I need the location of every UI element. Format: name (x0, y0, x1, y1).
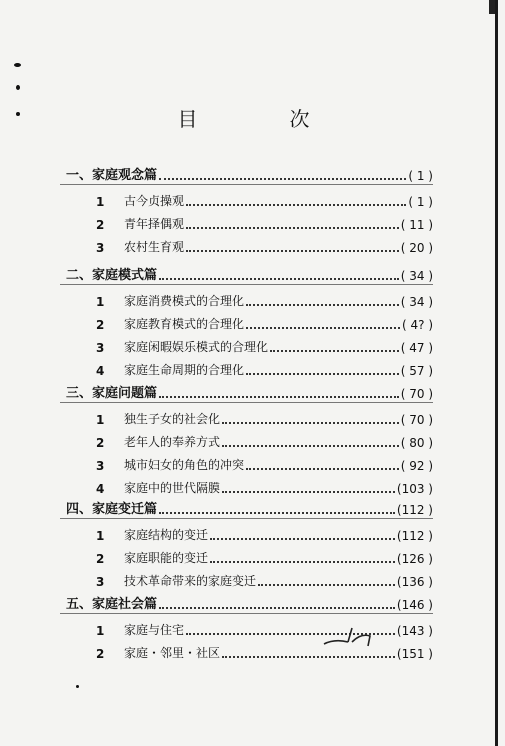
toc-item[interactable] (96, 476, 433, 496)
page-number: (146 ) (396, 598, 433, 612)
item-title: 家庭职能的变迁 (124, 551, 209, 565)
item-number: 4 (96, 364, 105, 378)
item-title: 农村生育观 (124, 240, 185, 254)
corner-mark (489, 0, 495, 14)
dot-leader (210, 537, 395, 540)
dot-leader (222, 490, 395, 493)
toc-item[interactable] (96, 235, 433, 255)
page-number: ( 70 ) (400, 413, 433, 427)
page-number: (103 ) (396, 482, 433, 496)
dot-leader (186, 249, 399, 252)
dot-leader (159, 177, 406, 180)
item-number: 2 (96, 218, 105, 232)
page-number: (112 ) (396, 503, 433, 517)
item-number: 1 (96, 529, 105, 543)
toc-item[interactable] (96, 312, 433, 332)
section-title: 五、家庭社会篇 (66, 597, 158, 612)
item-title: 古今贞操观 (124, 194, 185, 208)
item-number: 3 (96, 241, 105, 255)
toc-section[interactable] (66, 381, 433, 401)
toc-item[interactable] (96, 546, 433, 566)
dot-leader (159, 395, 399, 398)
item-title: 独生子女的社会化 (124, 412, 221, 426)
item-title: 技术革命带来的家庭变迁 (124, 574, 257, 588)
dot-leader (270, 349, 399, 352)
page-number: ( 11 ) (400, 218, 433, 232)
page-number: ( 92 ) (400, 459, 433, 473)
toc-item[interactable] (96, 289, 433, 309)
item-number: 2 (96, 318, 105, 332)
toc-item[interactable] (96, 430, 433, 450)
page-number: ( 20 ) (400, 241, 433, 255)
page-number: (126 ) (396, 552, 433, 566)
item-title: 青年择偶观 (124, 217, 185, 231)
item-title: 家庭闲暇娱乐模式的合理化 (124, 340, 269, 354)
item-number: 1 (96, 624, 105, 638)
item-number: 3 (96, 575, 105, 589)
dot-leader (246, 326, 400, 329)
toc-item[interactable] (96, 569, 433, 589)
toc-item[interactable] (96, 523, 433, 543)
item-title: 城市妇女的角色的冲突 (124, 458, 245, 472)
margin-speck (16, 85, 20, 90)
dot-leader (210, 560, 395, 563)
section-rule (60, 518, 433, 519)
item-title: 家庭中的世代隔膜 (124, 481, 221, 495)
page-number: ( 34 ) (400, 269, 433, 283)
toc-item[interactable] (96, 407, 433, 427)
toc-item[interactable] (96, 358, 433, 378)
page-number: (136 ) (396, 575, 433, 589)
dot-leader (159, 277, 399, 280)
toc-title: 目 次 (177, 107, 346, 131)
page-number: (112 ) (396, 529, 433, 543)
dot-leader (222, 421, 399, 424)
dot-leader (186, 226, 399, 229)
margin-speck (76, 685, 79, 688)
page-number: ( 4? ) (402, 318, 433, 332)
page-number: (151 ) (396, 647, 433, 661)
section-title: 三、家庭问题篇 (66, 386, 158, 401)
item-number: 2 (96, 647, 105, 661)
dot-leader (159, 511, 395, 514)
toc-item[interactable] (96, 212, 433, 232)
item-title: 家庭生命周期的合理化 (124, 363, 245, 377)
toc-section[interactable] (66, 163, 433, 183)
toc-section[interactable] (66, 592, 433, 612)
section-rule (60, 402, 433, 403)
dot-leader (246, 372, 399, 375)
item-number: 3 (96, 341, 105, 355)
page-number: ( 57 ) (400, 364, 433, 378)
dot-leader (246, 303, 399, 306)
section-title: 二、家庭模式篇 (66, 268, 158, 283)
item-number: 1 (96, 413, 105, 427)
section-title: 一、家庭观念篇 (66, 168, 158, 183)
dot-leader (258, 583, 395, 586)
toc-item[interactable] (96, 618, 433, 638)
toc-item[interactable] (96, 335, 433, 355)
page-number: ( 1 ) (408, 195, 433, 209)
page-number: ( 47 ) (400, 341, 433, 355)
page-number: ( 70 ) (400, 387, 433, 401)
toc-item[interactable] (96, 641, 433, 661)
dot-leader (159, 606, 395, 609)
item-number: 4 (96, 482, 105, 496)
item-number: 3 (96, 459, 105, 473)
page-number: (143 ) (396, 624, 433, 638)
item-title: 家庭教育模式的合理化 (124, 317, 245, 331)
margin-speck (14, 63, 21, 67)
toc-item[interactable] (96, 189, 433, 209)
item-title: 老年人的奉养方式 (124, 435, 221, 449)
page-number: ( 1 ) (408, 169, 433, 183)
toc-section[interactable] (66, 263, 433, 283)
section-rule (60, 184, 433, 185)
page-number: ( 34 ) (400, 295, 433, 309)
dot-leader (186, 203, 406, 206)
toc-item[interactable] (96, 453, 433, 473)
item-number: 1 (96, 295, 105, 309)
section-rule (60, 284, 433, 285)
toc-section[interactable] (66, 497, 433, 517)
dot-leader (222, 655, 395, 658)
item-number: 2 (96, 552, 105, 566)
page-number: ( 80 ) (400, 436, 433, 450)
pen-scribble (318, 622, 378, 652)
section-rule (60, 613, 433, 614)
item-number: 1 (96, 195, 105, 209)
item-title: 家庭・邻里・社区 (124, 646, 221, 660)
dot-leader (222, 444, 399, 447)
dot-leader (246, 467, 399, 470)
item-title: 家庭结构的变迁 (124, 528, 209, 542)
section-title: 四、家庭变迁篇 (66, 502, 158, 517)
item-title: 家庭与住宅 (124, 623, 185, 637)
item-title: 家庭消费模式的合理化 (124, 294, 245, 308)
item-number: 2 (96, 436, 105, 450)
